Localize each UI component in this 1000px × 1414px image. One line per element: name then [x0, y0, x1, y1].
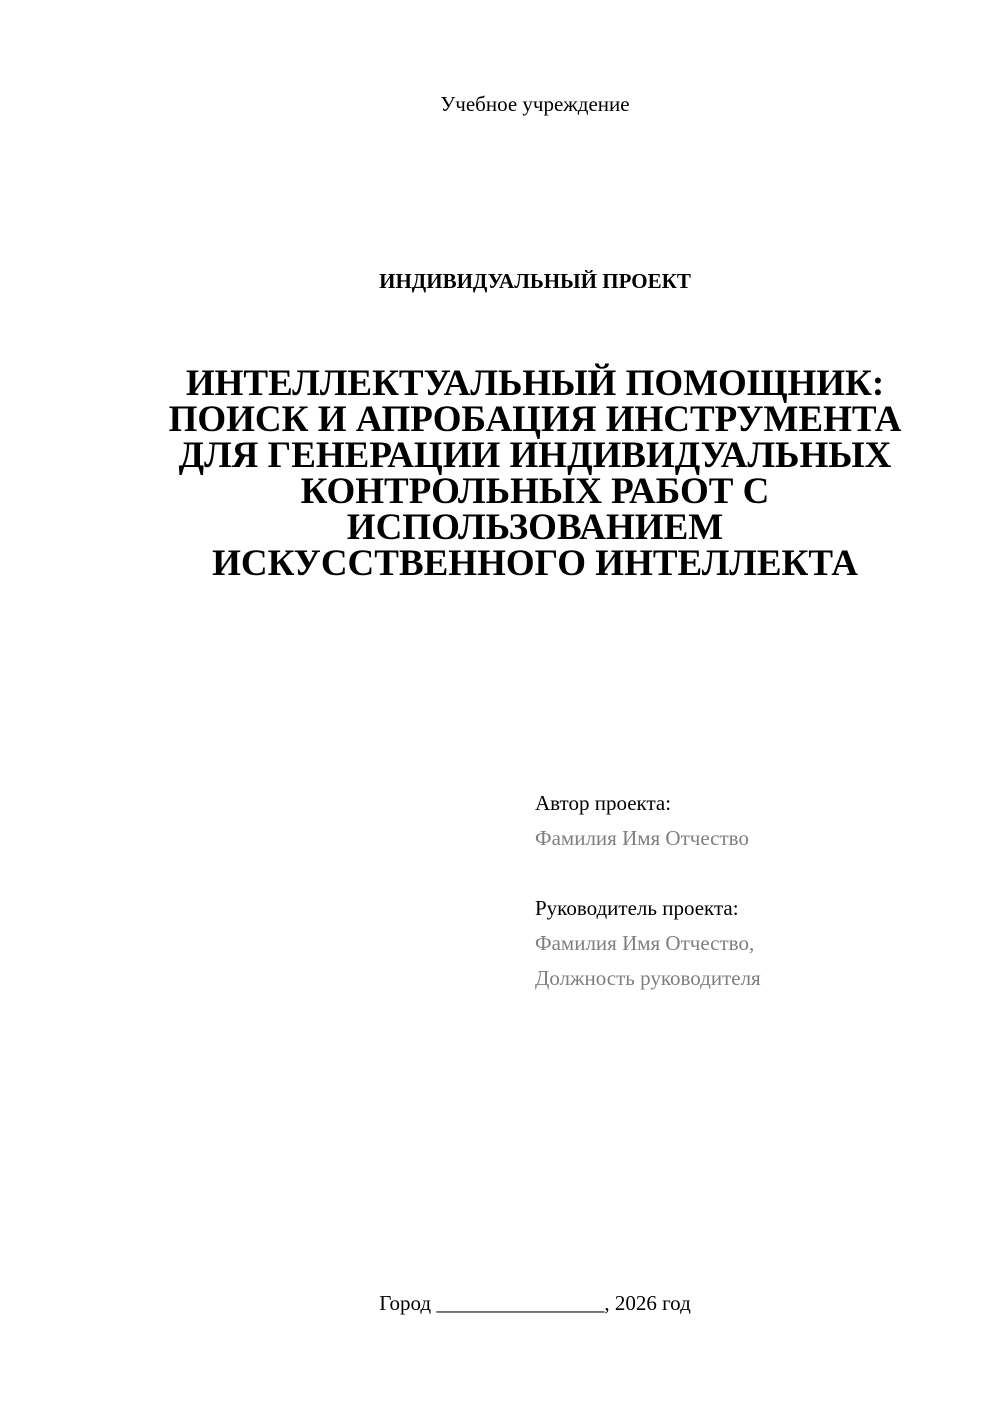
supervisor-position: Должность руководителя: [535, 966, 761, 990]
project-title-line: ПОИСК И АПРОБАЦИЯ ИНСТРУМЕНТА: [168, 399, 902, 440]
project-title: [100, 363, 970, 584]
project-title-line: ИНТЕЛЛЕКТУАЛЬНЫЙ ПОМОЩНИК:: [185, 363, 885, 404]
project-title-line: ДЛЯ ГЕНЕРАЦИИ ИНДИВИДУАЛЬНЫХ: [178, 435, 892, 476]
author-label: Автор проекта:: [535, 791, 672, 815]
project-type-heading: ИНДИВИДУАЛЬНЫЙ ПРОЕКТ: [379, 269, 691, 293]
project-title-line: ИСПОЛЬЗОВАНИЕМ: [346, 507, 724, 548]
project-title-line: ИСКУССТВЕННОГО ИНТЕЛЛЕКТА: [212, 543, 858, 584]
supervisor-label: Руководитель проекта:: [535, 896, 739, 920]
author-name: Фамилия Имя Отчество: [535, 826, 749, 850]
project-credits: [535, 786, 975, 996]
supervisor-name: Фамилия Имя Отчество,: [535, 931, 755, 955]
credits-spacer: [535, 856, 975, 891]
project-title-line: КОНТРОЛЬНЫХ РАБОТ С: [300, 471, 770, 512]
institution-name: Учебное учреждение: [440, 92, 630, 116]
city-year-line: Город ________________, 2026 год: [379, 1291, 691, 1315]
